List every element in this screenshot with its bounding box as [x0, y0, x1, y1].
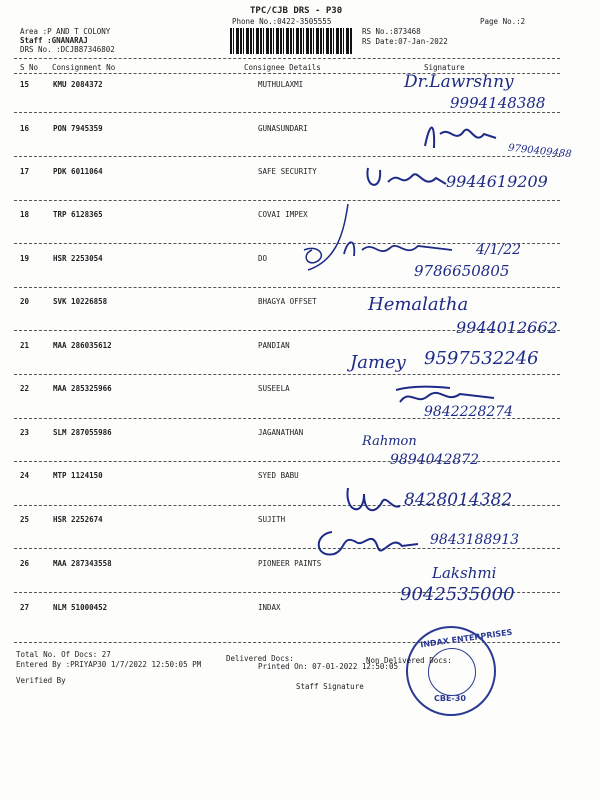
- row-sno: 23: [20, 428, 30, 437]
- row-consignment: HSR 2252674: [53, 515, 103, 524]
- divider: [14, 374, 560, 375]
- row-consignee: DO: [258, 254, 268, 263]
- staff-label: Staff :GNANARAJ: [20, 36, 88, 45]
- divider: [14, 156, 560, 157]
- table-row: [0, 124, 600, 136]
- row-sno: 21: [20, 341, 30, 350]
- table-row: [0, 559, 600, 571]
- handwritten-name: Dr.Lawrshny: [404, 72, 514, 92]
- handwritten-name: Hemalatha: [368, 294, 469, 315]
- row-sno: 20: [20, 297, 30, 306]
- signature-scribble: [312, 524, 422, 562]
- phone-number: Phone No.:0422-3505555: [232, 17, 332, 26]
- row-consignee: SUSEELA: [258, 384, 290, 393]
- delivered-docs: Delivered Docs:: [226, 654, 294, 663]
- handwritten-phone: 9944619209: [446, 172, 548, 191]
- row-sno: 16: [20, 124, 30, 133]
- row-consignment: PDK 6011064: [53, 167, 103, 176]
- row-consignee: MUTHULAXMI: [258, 80, 304, 89]
- row-consignee: PIONEER PAINTS: [258, 559, 322, 568]
- printed-on: Printed On: 07-01-2022 12:50:05: [258, 662, 398, 671]
- signature-scribble: [342, 484, 402, 520]
- signature-scribble: [360, 158, 450, 198]
- handwritten-phone: 9597532246: [424, 348, 539, 369]
- row-consignment: KMU 2084372: [53, 80, 103, 89]
- non-delivered-docs: Non Delivered Docs:: [366, 656, 452, 665]
- staff-signature-label: Staff Signature: [296, 682, 364, 691]
- row-sno: 19: [20, 254, 30, 263]
- table-row: [0, 384, 600, 396]
- handwritten-phone: 9843188913: [430, 532, 520, 548]
- row-consignment: PON 7945359: [53, 124, 103, 133]
- handwritten-phone: 9842228274: [424, 404, 514, 420]
- row-sno: 26: [20, 559, 30, 568]
- column-consignment: Consignment No: [52, 63, 116, 72]
- stamp-text-bottom: CBE-30: [434, 694, 466, 703]
- signature-scribble: [420, 116, 500, 156]
- handwritten-name: Rahmon: [362, 434, 417, 449]
- company-stamp: [406, 626, 513, 716]
- row-sno: 15: [20, 80, 30, 89]
- column-signature: Signature: [424, 63, 465, 72]
- table-row: [0, 471, 600, 483]
- row-consignee: SAFE SECURITY: [258, 167, 317, 176]
- verified-by: Verified By: [16, 676, 66, 685]
- row-sno: 17: [20, 167, 30, 176]
- row-consignee: COVAI IMPEX: [258, 210, 308, 219]
- row-consignment: TRP 6128365: [53, 210, 103, 219]
- row-sno: 24: [20, 471, 30, 480]
- handwritten-phone: 9944012662: [456, 318, 558, 337]
- area-label: Area :P AND T COLONY: [20, 27, 111, 36]
- row-sno: 25: [20, 515, 30, 524]
- handwritten-phone: 9994148388: [450, 94, 546, 112]
- handwritten-phone: 9790409488: [507, 142, 573, 161]
- row-sno: 22: [20, 384, 30, 393]
- stamp-text-top: INDAX ENTERPRISES: [419, 627, 513, 650]
- divider: [14, 112, 560, 113]
- row-consignee: SYED BABU: [258, 471, 299, 480]
- row-consignment: SVK 10226858: [53, 297, 108, 306]
- row-consignee: BHAGYA OFFSET: [258, 297, 317, 306]
- row-consignment: MTP 1124150: [53, 471, 103, 480]
- handwritten-date: 4/1/22: [476, 242, 522, 258]
- handwritten-phone: 9042535000: [400, 584, 515, 605]
- report-title: TPC/CJB DRS - P30: [250, 6, 343, 16]
- row-consignee: INDAX: [258, 603, 281, 612]
- row-sno: 27: [20, 603, 30, 612]
- handwritten-phone: 9894042872: [390, 452, 480, 468]
- table-row: [0, 297, 600, 309]
- rs-number: RS No.:873468: [362, 27, 421, 36]
- divider: [14, 58, 560, 59]
- row-consignment: MAA 285325966: [53, 384, 112, 393]
- drs-number: DRS No. :DCJB87346802: [20, 45, 115, 54]
- signature-scribble: [340, 232, 460, 262]
- handwritten-name: Lakshmi: [432, 564, 497, 582]
- rs-date: RS Date:07-Jan-2022: [362, 37, 448, 46]
- row-consignment: HSR 2253054: [53, 254, 103, 263]
- total-docs: Total No. Of Docs: 27: [16, 650, 111, 659]
- divider: [14, 287, 560, 288]
- row-consignment: MAA 286035612: [53, 341, 112, 350]
- divider: [14, 548, 560, 549]
- page-number: Page No.:2: [480, 17, 526, 26]
- row-sno: 18: [20, 210, 30, 219]
- column-consignee: Consignee Details: [244, 63, 321, 72]
- entered-by: Entered By :PRIYAP30 1/7/2022 12:50:05 PM: [16, 660, 202, 669]
- row-consignment: SLM 287055986: [53, 428, 112, 437]
- row-consignment: MAA 287343558: [53, 559, 112, 568]
- row-consignee: PANDIAN: [258, 341, 290, 350]
- table-row: [0, 428, 600, 440]
- row-consignee: SUJITH: [258, 515, 286, 524]
- handwritten-phone: 9786650805: [414, 262, 510, 280]
- row-consignee: GUNASUNDARI: [258, 124, 308, 133]
- divider: [14, 200, 560, 201]
- row-consignment: NLM 51000452: [53, 603, 108, 612]
- handwritten-name: Jamey: [350, 352, 406, 373]
- column-sno: S No: [20, 63, 39, 72]
- barcode: [230, 28, 352, 54]
- row-consignee: JAGANATHAN: [258, 428, 304, 437]
- table-row: [0, 515, 600, 527]
- handwritten-phone: 8428014382: [404, 490, 513, 510]
